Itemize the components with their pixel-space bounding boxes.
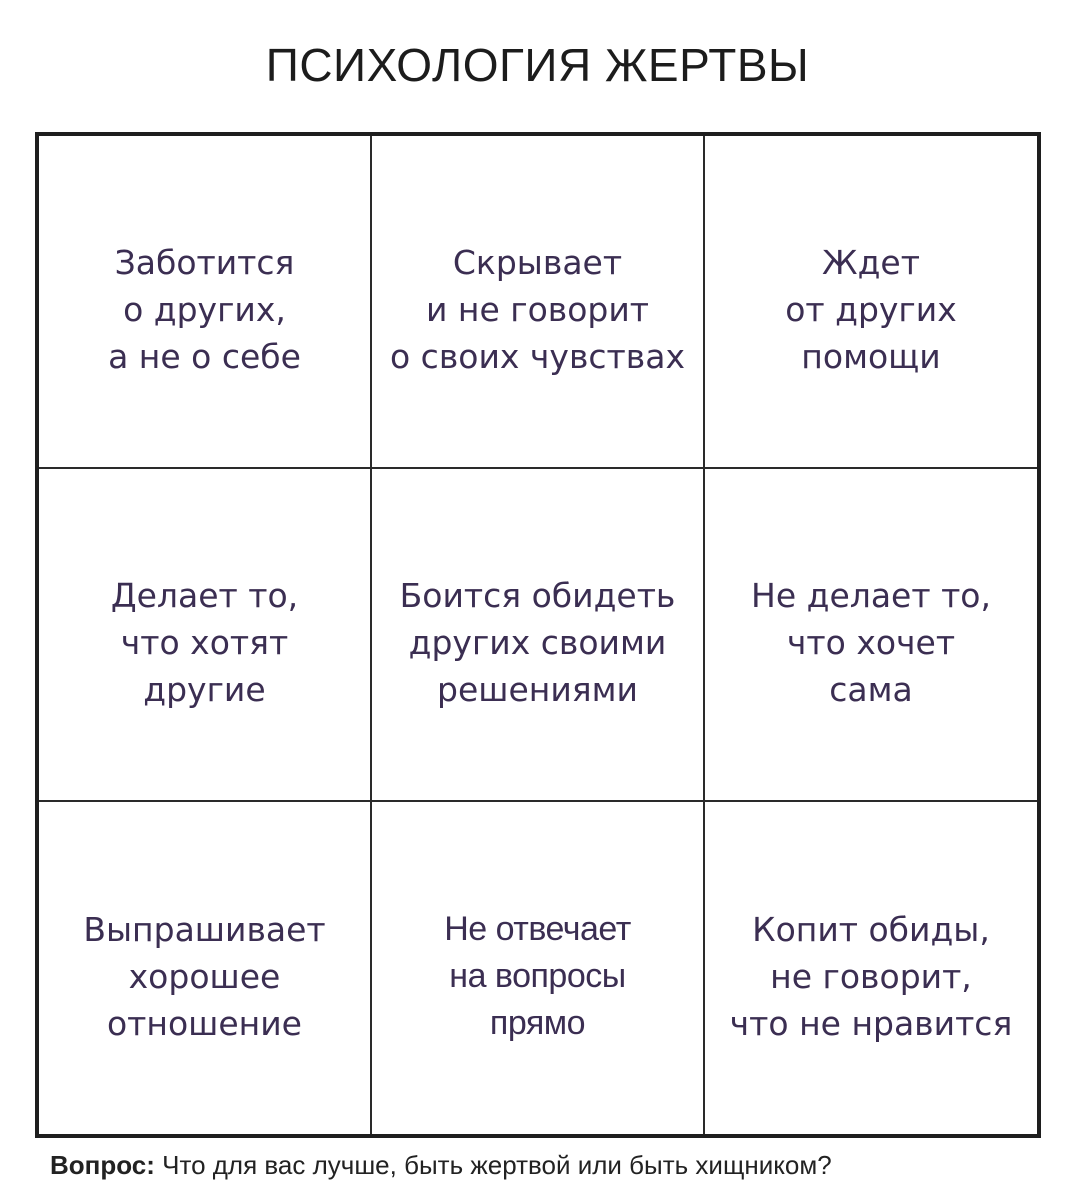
grid-cell-4 xyxy=(39,469,372,802)
cell-text: Выпрашивает хорошее отношение xyxy=(83,909,326,1043)
question-text: Что для вас лучше, быть жертвой или быть хищником? xyxy=(154,1150,832,1180)
grid-cell-9 xyxy=(705,802,1037,1134)
grid-cell-5 xyxy=(372,469,705,802)
cell-text: Копит обиды, не говорит, что не нравится xyxy=(729,909,1013,1043)
footer-question xyxy=(50,1150,832,1181)
question-label: Вопрос: xyxy=(50,1150,155,1180)
cell-text: Боится обидеть других своими решениями xyxy=(399,576,676,709)
cell-text: Не делает то, что хочет сама xyxy=(751,576,991,709)
grid-cell-7 xyxy=(39,802,372,1134)
cell-text: Не отвечает на вопросы прямо xyxy=(444,909,631,1042)
traits-grid xyxy=(35,132,1041,1138)
grid-cell-3 xyxy=(705,136,1037,469)
cell-text: Заботится о других, а не о себе xyxy=(108,243,301,376)
cell-text: Делает то, что хотят другие xyxy=(110,576,299,709)
grid-cell-2 xyxy=(372,136,705,469)
cell-text: Ждет от других помощи xyxy=(785,243,957,376)
grid-cell-6 xyxy=(705,469,1037,802)
grid-cell-8 xyxy=(372,802,705,1134)
cell-text: Скрывает и не говорит о своих чувствах xyxy=(390,243,685,376)
page-title: ПСИХОЛОГИЯ ЖЕРТВЫ xyxy=(265,39,810,91)
grid-cell-1 xyxy=(39,136,372,469)
